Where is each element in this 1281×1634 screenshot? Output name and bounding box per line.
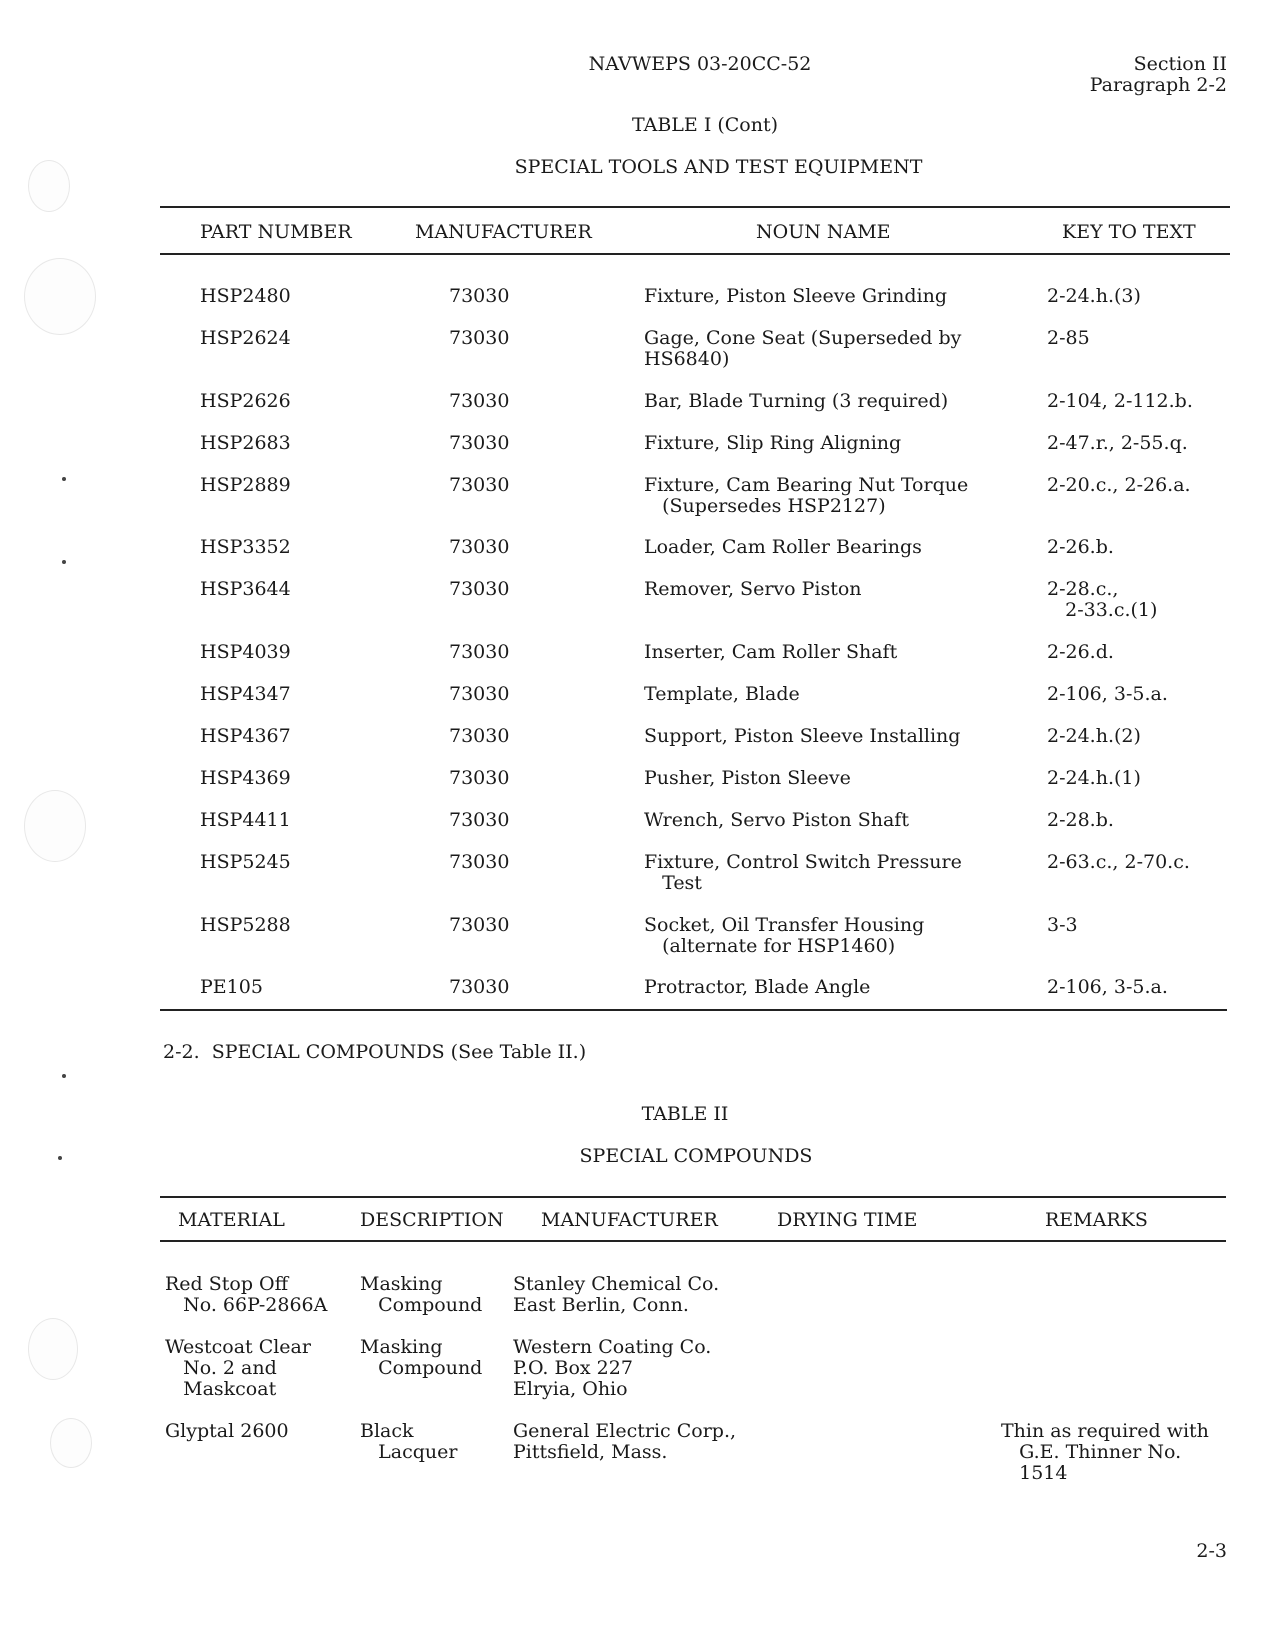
paragraph-label: Paragraph 2-2: [1089, 74, 1227, 96]
part-number-cell: HSP2889: [200, 474, 291, 496]
punch-hole-mark: [24, 790, 86, 862]
noun-name-cell: Protractor, Blade Angle: [644, 976, 871, 998]
table2-header-rule: [160, 1240, 1226, 1242]
manufacturer-code-cell: 73030: [449, 432, 510, 454]
key-to-text-cell: 2-24.h.(3): [1047, 285, 1141, 307]
table1-top-rule: [160, 206, 1230, 208]
key-to-text-cell: 2-106, 3-5.a.: [1047, 683, 1168, 705]
table2-header-drying-time: DRYING TIME: [777, 1209, 918, 1231]
manufacturer-code-cell: 73030: [449, 536, 510, 558]
part-number-cell: HSP4367: [200, 725, 291, 747]
material-cell: Glyptal 2600: [165, 1420, 289, 1442]
noun-name-cell: Fixture, Control Switch Pressure Test: [644, 851, 962, 894]
key-to-text-cell: 2-106, 3-5.a.: [1047, 976, 1168, 998]
manufacturer-code-cell: 73030: [449, 851, 510, 873]
key-to-text-cell: 2-24.h.(1): [1047, 767, 1141, 789]
table1-header-rule: [160, 253, 1230, 255]
remarks-cell: Thin as required with G.E. Thinner No. 1514: [1001, 1420, 1209, 1484]
noun-name-cell: Fixture, Cam Bearing Nut Torque (Supersedes HSP2127): [644, 474, 969, 517]
manufacturer-code-cell: 73030: [449, 285, 510, 307]
section-reference: [1090, 54, 1227, 96]
noun-name-cell: Support, Piston Sleeve Installing: [644, 725, 961, 747]
manufacturer-code-cell: 73030: [449, 809, 510, 831]
manufacturer-code-cell: 73030: [449, 578, 510, 600]
manufacturer-code-cell: 73030: [449, 976, 510, 998]
noun-name-cell: Fixture, Piston Sleeve Grinding: [644, 285, 948, 307]
noun-name-cell: Fixture, Slip Ring Aligning: [644, 432, 902, 454]
key-to-text-cell: 2-24.h.(2): [1047, 725, 1141, 747]
table1-header-noun-name: NOUN NAME: [756, 221, 891, 243]
scan-speck: [62, 560, 66, 564]
punch-hole-mark: [24, 258, 96, 335]
scan-speck: [62, 1074, 66, 1078]
punch-hole-mark: [28, 1318, 78, 1380]
noun-name-cell: Socket, Oil Transfer Housing (alternate for HSP1460): [644, 914, 925, 957]
manufacturer-cell: Stanley Chemical Co. East Berlin, Conn.: [513, 1273, 720, 1316]
table1-bottom-rule: [160, 1009, 1227, 1011]
key-to-text-cell: 2-63.c., 2-70.c.: [1047, 851, 1190, 873]
document-number: NAVWEPS 03-20CC-52: [588, 53, 812, 75]
table2-header-manufacturer: MANUFACTURER: [541, 1209, 718, 1231]
description-cell: Black Lacquer: [360, 1420, 458, 1463]
key-to-text-cell: 3-3: [1047, 914, 1078, 936]
table2-header-description: DESCRIPTION: [360, 1209, 504, 1231]
page-number: 2-3: [1196, 1540, 1227, 1562]
table1-header-manufacturer: MANUFACTURER: [415, 221, 592, 243]
material-cell: Westcoat Clear No. 2 and Maskcoat: [165, 1336, 311, 1400]
key-to-text-cell: 2-85: [1047, 327, 1090, 349]
part-number-cell: HSP4347: [200, 683, 291, 705]
punch-hole-mark: [50, 1418, 92, 1468]
part-number-cell: HSP4039: [200, 641, 291, 663]
table2-title: TABLE II: [641, 1103, 729, 1125]
table2-header-remarks: REMARKS: [1045, 1209, 1148, 1231]
manufacturer-code-cell: 73030: [449, 390, 510, 412]
manufacturer-code-cell: 73030: [449, 767, 510, 789]
noun-name-cell: Inserter, Cam Roller Shaft: [644, 641, 898, 663]
table1-header-part-number: PART NUMBER: [200, 221, 352, 243]
table1-subtitle: SPECIAL TOOLS AND TEST EQUIPMENT: [514, 156, 923, 178]
manufacturer-code-cell: 73030: [449, 474, 510, 496]
part-number-cell: HSP4411: [200, 809, 291, 831]
part-number-cell: PE105: [200, 976, 263, 998]
part-number-cell: HSP2480: [200, 285, 291, 307]
table1-title: TABLE I (Cont): [631, 114, 779, 136]
part-number-cell: HSP2626: [200, 390, 291, 412]
key-to-text-cell: 2-26.d.: [1047, 641, 1114, 663]
noun-name-cell: Wrench, Servo Piston Shaft: [644, 809, 909, 831]
noun-name-cell: Gage, Cone Seat (Superseded by HS6840): [644, 327, 962, 370]
key-to-text-cell: 2-26.b.: [1047, 536, 1114, 558]
key-to-text-cell: 2-20.c., 2-26.a.: [1047, 474, 1191, 496]
manufacturer-code-cell: 73030: [449, 327, 510, 349]
manufacturer-cell: Western Coating Co. P.O. Box 227 Elryia, Ohio: [513, 1336, 712, 1400]
part-number-cell: HSP5245: [200, 851, 291, 873]
table2-top-rule: [160, 1196, 1226, 1198]
manufacturer-code-cell: 73030: [449, 641, 510, 663]
noun-name-cell: Pusher, Piston Sleeve: [644, 767, 851, 789]
key-to-text-cell: 2-28.b.: [1047, 809, 1114, 831]
description-cell: Masking Compound: [360, 1273, 483, 1316]
material-cell: Red Stop Off No. 66P-2866A: [165, 1273, 328, 1316]
part-number-cell: HSP3644: [200, 578, 291, 600]
part-number-cell: HSP2683: [200, 432, 291, 454]
part-number-cell: HSP4369: [200, 767, 291, 789]
table2-subtitle: SPECIAL COMPOUNDS: [579, 1145, 813, 1167]
part-number-cell: HSP2624: [200, 327, 291, 349]
section-label: Section II: [1133, 53, 1227, 75]
manufacturer-code-cell: 73030: [449, 683, 510, 705]
noun-name-cell: Template, Blade: [644, 683, 800, 705]
manufacturer-code-cell: 73030: [449, 914, 510, 936]
part-number-cell: HSP5288: [200, 914, 291, 936]
manufacturer-code-cell: 73030: [449, 725, 510, 747]
manufacturer-cell: General Electric Corp., Pittsfield, Mass.: [513, 1420, 737, 1463]
table1-header-key-to-text: KEY TO TEXT: [1062, 221, 1196, 243]
noun-name-cell: Loader, Cam Roller Bearings: [644, 536, 922, 558]
description-cell: Masking Compound: [360, 1336, 483, 1379]
key-to-text-cell: 2-28.c., 2-33.c.(1): [1047, 578, 1158, 621]
table2-header-material: MATERIAL: [178, 1209, 285, 1231]
paragraph-2-2: 2-2. SPECIAL COMPOUNDS (See Table II.): [163, 1041, 587, 1063]
key-to-text-cell: 2-104, 2-112.b.: [1047, 390, 1193, 412]
part-number-cell: HSP3352: [200, 536, 291, 558]
noun-name-cell: Bar, Blade Turning (3 required): [644, 390, 949, 412]
scan-speck: [62, 477, 66, 481]
key-to-text-cell: 2-47.r., 2-55.q.: [1047, 432, 1188, 454]
noun-name-cell: Remover, Servo Piston: [644, 578, 862, 600]
